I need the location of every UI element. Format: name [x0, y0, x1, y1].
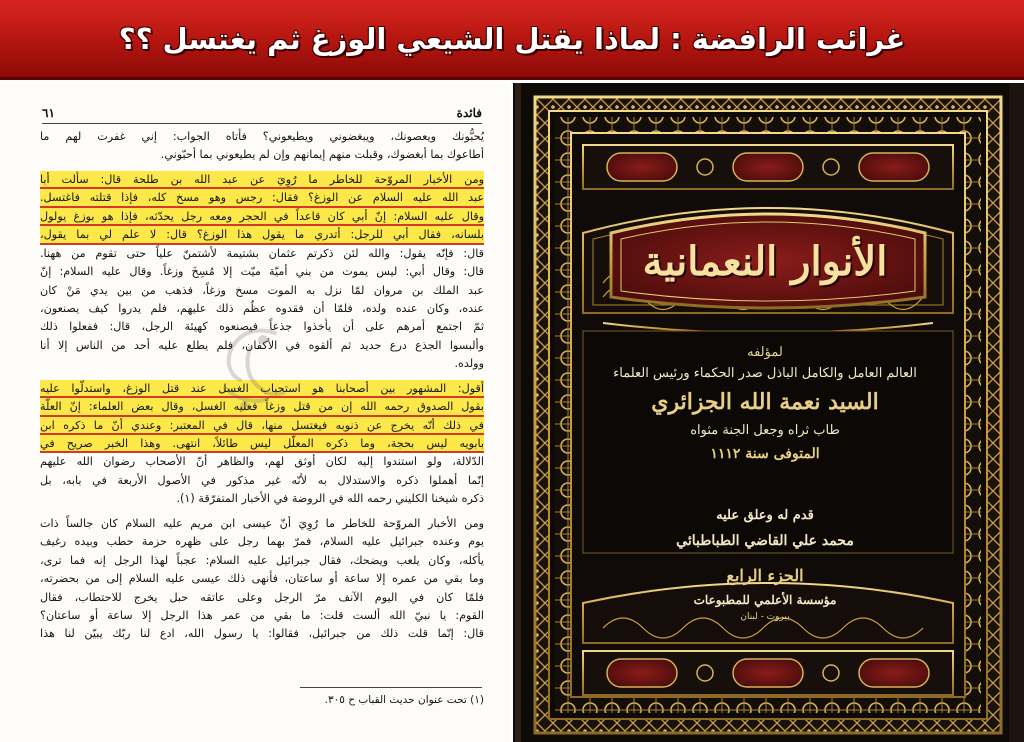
highlighted-text-line: بابويه ليس بحجة، وما ذكره المعلّل ليس طائلاً، انتهى. وهذا الخبر صريح في: [40, 435, 484, 453]
highlighted-text-line: عبد الله عليه السلام عن الوزغ؟ فقال: رجس وهو مسخ كله، فإذا قتلته فاغتسل.: [40, 189, 484, 207]
banner-title: غرائب الرافضة : لماذا يقتل الشيعي الوزغ ثم يغتسل ؟؟: [118, 21, 906, 56]
cover-author-intro: لمؤلفه: [747, 345, 783, 360]
cover-editor-name: محمد علي القاضي الطباطبائي: [676, 533, 854, 549]
text-line: قال: إنّما قلت ذلك من جبرائيل، فقالوا: يا رسول الله، ادع لنا ربّك يبيّن لنا هذا: [40, 627, 484, 641]
text-line: إنّما أهملوا ذكره والاستدلال به لأنّه غير مذكور في الأصول الأربعة في بابه، بل: [40, 473, 484, 487]
text-line: أطاعوك بما أبغضوك، وقبلت منهم إيمانهم وإن لم يطيعوني بما أحبّوني.: [160, 148, 484, 162]
highlighted-text-line: أقول: المشهور بين أصحابنا هو استحباب الغسل عند قتل الوزغ، واستدلّوا عليه: [40, 380, 484, 398]
cover-volume: الجزء الرابع: [726, 566, 804, 585]
title-banner: [0, 0, 1024, 80]
highlighted-text-line: في ذلك أنّه يخرج عن ذنوبه فيغتسل منها، قال في المعتبر: وعندي أنّ ما ذكره ابن: [40, 417, 484, 435]
text-line: ذكره شيخنا الكليني رحمه الله في الروضة في الأخبار المتفرّقة (١).: [176, 492, 484, 506]
text-line: يوم وعنده جبرائيل عليه السلام، فمرّ بهما رجل على ظهره حزمة حطب وبيده رغيف: [40, 535, 484, 549]
text-line: ثمّ اجتمع أمرهم على أن يأخذوا جذعاً فيصنعوه كهيئة الرجل، قال: ففعلوا ذلك: [40, 320, 484, 334]
cover-author-desc: العالم العامل والكامل الباذل صدر الحكماء ورئيس العلماء: [613, 366, 917, 381]
text-line: قال: وقال أبي: ليس يموت من بني أميّة ميّت إلا مُسِخَ وزغاً. وقال عليه السلام: إنّ: [40, 265, 484, 279]
text-line: وولده.: [454, 357, 484, 371]
text-line: الدّلالة، ولو استندوا إليه لكان أوثق لهم، والظاهر أنّ الأصحاب رضوان الله عليهم: [40, 455, 484, 469]
highlighted-text-line: ومن الأخبار المروّحة للخاطر ما رُوِيَ عن عبد الله بن طلحة قال: سألت أبا: [40, 171, 484, 189]
cover-blessing: طاب ثراه وجعل الجنة مثواه: [690, 423, 840, 438]
text-line: يأكله، وكان يلعب ويضحك، فقال جبرائيل عليه السلام: عجباً لهذا الرجل إنه فما ترى،: [40, 553, 484, 567]
text-line: يُحبُّونك ويعصونك، ويبغضوني ويطيعوني؟ فأتاه الجواب: إني غفرت لهم ما: [40, 130, 484, 143]
text-line: وألبسوا الجذع درع حديد ثم ألقوه في الأكفان، فلم يطلع عليه أحد من الناس إلا أنا: [40, 338, 484, 352]
text-line: قال: فإنّه يقول: والله لئن ذكرتم عثمان بشتيمة لأشتمنّ علياً حتى تقوم من ههنا.: [40, 246, 484, 260]
page-header-title: فائدة: [456, 106, 482, 120]
page-number: ٦١: [42, 106, 55, 120]
footnote: (١) تحت عنوان حديث القباب ح ٣٠٥.: [324, 694, 484, 706]
scanned-page: [0, 83, 510, 742]
cover-author-name: السيد نعمة الله الجزائري: [651, 389, 879, 415]
text-line: فلمّا كان في اليوم الآنف مرّ الرجل وعلى عاتقه حبل يخرج للاحتطاب، فقال: [40, 590, 484, 604]
text-line: القوم: يا نبيّ الله ألست قلت: ما بقي من عمر هذا الرجل إلا ساعة أو ساعتان؟: [40, 608, 484, 622]
highlighted-text-line: بلسانه، فقال أبي للرجل: أتدري ما يقول هذا الوزغ؟ قال: لا علم لي بما يقول،: [40, 226, 484, 244]
text-line: ومن الأخبار المروّحة للخاطر ما رُوِيَ أنّ عيسى ابن مريم عليه السلام كان جالساً ذات: [40, 516, 484, 530]
highlighted-text-line: وقال عليه السلام: إنّ أبي كان قاعداً في الحجر ومعه رجل يحدّثه، فإذا هو بوزغ يولول: [40, 208, 484, 226]
page-header: [42, 103, 482, 123]
text-line: وما بقي من عمره إلا ساعة أو ساعتان، فأنهى ذلك عيسى عليه السلام إلى من بحضرته،: [40, 572, 484, 586]
text-line: عبد الملك بن مروان لمّا نزل به الموت مسخ وزغاً، فذهب من بين يدي مَنْ كان: [40, 283, 484, 297]
text-line: عنده، وكان عنده ولده، فلمّا أن فقدوه عظُم ذلك عليهم، فلم يدروا كيف يصنعون،: [40, 301, 484, 315]
highlighted-text-line: بقول الصدوق رحمه الله إن من قتل وزغاً فعليه الغسل، وقال بعض العلماء: إنّ العلّة: [40, 398, 484, 416]
cover-publisher: مؤسسة الأعلمي للمطبوعات: [693, 593, 837, 607]
page-text: [40, 128, 484, 644]
header-rule: [42, 123, 482, 124]
cover-editor-intro: قدم له وعلق عليه: [716, 508, 814, 523]
cover-title: الأنوار النعمانية: [642, 238, 888, 285]
cover-death-date: المتوفى سنة ١١١٢: [710, 446, 820, 462]
footnote-rule: [300, 687, 482, 688]
cover-city: بيروت - لبنان: [740, 612, 790, 622]
